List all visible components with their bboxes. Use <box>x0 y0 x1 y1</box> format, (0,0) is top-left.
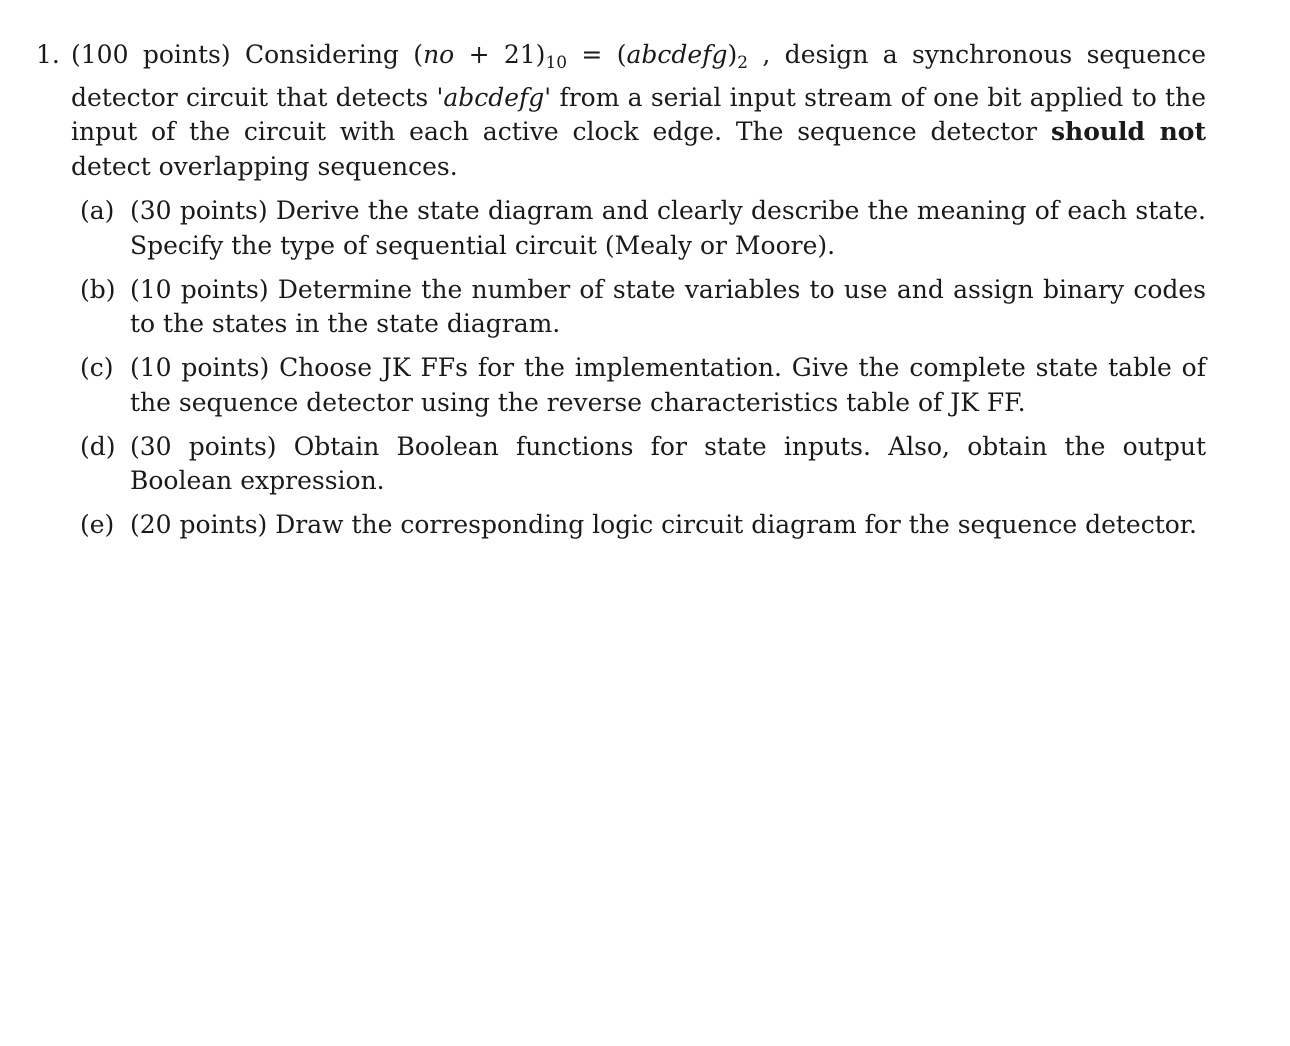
problem-intro-d: detect overlapping sequences. <box>71 151 458 181</box>
bold-phrase: should not <box>1050 117 1206 146</box>
part-text: (10 points) Determine the number of state variables to use and assign binary codes to the states in the state diagram. <box>130 274 1206 338</box>
problem-text <box>71 38 1206 184</box>
math-right-open: ( <box>616 40 627 69</box>
math-left-sub: 10 <box>545 53 568 73</box>
math-equals: = <box>567 40 617 69</box>
math-left <box>413 40 568 73</box>
problem-number: 1. <box>36 40 60 69</box>
part-label: (c) <box>80 353 114 382</box>
sequence-literal: 'abcdefg' <box>436 82 552 112</box>
part-c <box>36 351 1206 420</box>
math-right <box>616 40 749 73</box>
part-d <box>36 430 1206 499</box>
part-b <box>36 273 1206 342</box>
part-text: (30 points) Obtain Boolean functions for state inputs. Also, obtain the output Boolean expression. <box>130 431 1206 495</box>
problem-parts-list <box>36 194 1206 543</box>
math-left-open: ( <box>413 40 424 69</box>
problem-statement <box>36 38 1206 184</box>
part-label: (b) <box>80 274 116 304</box>
problem-intro-b: , design a synchronous sequence detector circuit that detects <box>71 40 1207 112</box>
math-left-plus: + 21) <box>454 40 546 69</box>
part-label: (a) <box>80 196 115 225</box>
part-label: (e) <box>80 510 115 539</box>
part-a <box>36 194 1206 263</box>
math-left-expr: no <box>423 40 455 69</box>
part-label: (d) <box>80 431 116 461</box>
part-text: (20 points) Draw the corresponding logic circuit diagram for the sequence detector. <box>130 510 1197 539</box>
problem-intro-c: from a serial input stream of one bit applied to the input of the circuit with each active clock edge. The sequence detector <box>71 82 1206 146</box>
problem-points: (100 points) <box>71 40 231 69</box>
problem-1 <box>36 38 1206 552</box>
math-right-close: ) <box>727 40 738 69</box>
math-right-expr: abcdefg <box>626 40 728 69</box>
part-text: (10 points) Choose JK FFs for the implementation. Give the complete state table of the sequence detector using the reverse characteristics table of JK FF. <box>130 353 1206 417</box>
problem-intro-a: Considering <box>244 40 399 69</box>
part-text: (30 points) Derive the state diagram and clearly describe the meaning of each state. Specify the type of sequential circuit (Mealy or Moore). <box>130 196 1206 260</box>
math-right-sub: 2 <box>737 53 749 73</box>
part-e <box>36 508 1206 543</box>
